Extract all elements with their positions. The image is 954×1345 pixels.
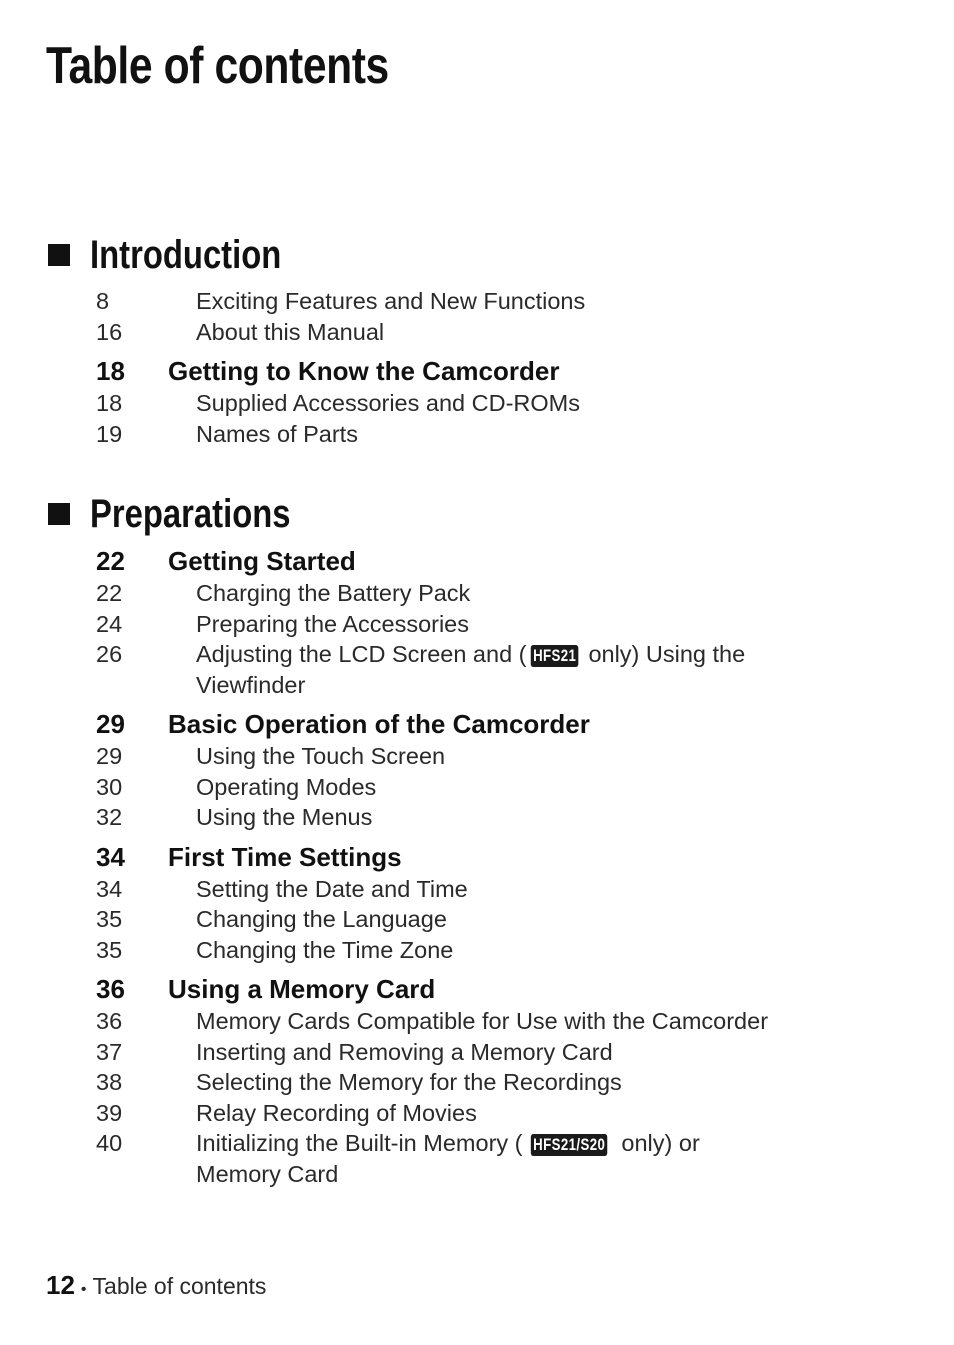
entry-page: 32 (96, 804, 123, 830)
toc-entry[interactable] (96, 317, 856, 348)
chapter-page: 18 (96, 356, 125, 386)
toc-entry[interactable] (96, 1037, 856, 1068)
entry-page: 22 (96, 580, 123, 606)
toc-chapter[interactable] (96, 708, 856, 741)
section-heading-introduction (48, 235, 323, 275)
chapter-page: 34 (96, 841, 125, 872)
entry-title: Preparing the Accessories (196, 610, 470, 637)
entry-title: Names of Parts (196, 420, 358, 447)
page-footer (46, 1270, 266, 1305)
entry-page: 24 (96, 610, 123, 637)
toc-entry[interactable] (96, 286, 856, 317)
entry-page: 8 (96, 288, 110, 314)
entry-page: 36 (96, 1008, 123, 1034)
toc-entry[interactable] (96, 1067, 856, 1098)
entry-title: Inserting and Removing a Memory Card (196, 1038, 613, 1065)
entry-title: Selecting the Memory for the Recordings (196, 1069, 622, 1095)
entry-page: 19 (96, 420, 123, 447)
entry-title-after: only) Using the Viewfinder (196, 641, 746, 698)
toc-entry[interactable] (96, 772, 856, 803)
toc-entry[interactable] (96, 419, 856, 450)
chapter-title: Getting to Know the Camcorder (168, 356, 560, 386)
entry-page: 39 (96, 1099, 123, 1126)
entry-title-before: Initializing the Built-in Memory ( (196, 1130, 523, 1156)
chapter-title: Using a Memory Card (168, 974, 436, 1004)
entry-title: Setting the Date and Time (196, 875, 468, 902)
entry-title: Changing the Time Zone (196, 936, 454, 963)
entry-title: Using the Menus (196, 804, 373, 830)
footer-page-number: 12 (46, 1270, 75, 1300)
model-badge-icon: HFS21/S20 (530, 1134, 607, 1156)
entry-page: 35 (96, 936, 123, 963)
toc-chapter[interactable] (96, 545, 856, 578)
toc-entry[interactable] (96, 609, 856, 640)
entry-page: 29 (96, 743, 123, 769)
entry-page: 35 (96, 906, 123, 932)
toc-introduction (96, 286, 856, 449)
toc-entry[interactable] (96, 741, 856, 772)
entry-title: Using the Touch Screen (196, 743, 446, 769)
chapter-title: Getting Started (168, 546, 356, 576)
entry-title (168, 1128, 856, 1189)
toc-entry[interactable] (96, 578, 856, 609)
toc-entry[interactable] (96, 388, 856, 419)
section-heading-preparations (48, 494, 335, 534)
entry-page: 40 (96, 1130, 123, 1156)
toc-entry[interactable] (96, 1128, 856, 1189)
toc-entry[interactable] (96, 904, 856, 935)
entry-page: 18 (96, 390, 123, 416)
toc-entry[interactable] (96, 935, 856, 966)
chapter-title: First Time Settings (168, 841, 402, 872)
entry-title: Operating Modes (196, 773, 377, 800)
chapter-page: 22 (96, 546, 125, 576)
toc-chapter[interactable] (96, 355, 856, 388)
entry-title: Supplied Accessories and CD-ROMs (196, 390, 580, 416)
entry-title (168, 639, 856, 700)
toc-chapter[interactable] (96, 841, 856, 874)
bullet-icon: • (80, 1281, 87, 1298)
chapter-page: 36 (96, 974, 125, 1004)
entry-title: Changing the Language (196, 906, 447, 932)
toc-entry[interactable] (96, 874, 856, 905)
section-heading-label: Introduction (90, 233, 282, 277)
entry-page: 30 (96, 773, 123, 800)
footer-label: Table of contents (92, 1273, 267, 1299)
entry-title-after: only) or Memory Card (196, 1130, 700, 1187)
chapter-title: Basic Operation of the Camcorder (168, 709, 590, 739)
black-square-icon (48, 503, 70, 525)
toc-chapter[interactable] (96, 973, 856, 1006)
entry-page: 16 (96, 318, 123, 345)
entry-title-before: Adjusting the LCD Screen and ( (196, 641, 527, 667)
toc-entry[interactable] (96, 802, 856, 833)
entry-page: 38 (96, 1069, 123, 1095)
entry-page: 37 (96, 1038, 123, 1065)
entry-title: About this Manual (196, 318, 385, 345)
page-title: Table of contents (46, 37, 389, 95)
toc-preparations (96, 545, 856, 1189)
toc-entry[interactable] (96, 639, 856, 700)
chapter-page: 29 (96, 709, 125, 739)
entry-title: Memory Cards Compatible for Use with the Camcorder (196, 1008, 769, 1034)
model-badge-icon: HFS21 (530, 645, 578, 667)
entry-page: 26 (96, 641, 123, 667)
entry-title: Exciting Features and New Functions (196, 288, 586, 314)
section-heading-label: Preparations (90, 492, 291, 536)
toc-entry[interactable] (96, 1006, 856, 1037)
entry-title: Charging the Battery Pack (196, 580, 471, 606)
toc-entry[interactable] (96, 1098, 856, 1129)
black-square-icon (48, 244, 70, 266)
entry-page: 34 (96, 875, 123, 902)
entry-title: Relay Recording of Movies (196, 1099, 477, 1126)
